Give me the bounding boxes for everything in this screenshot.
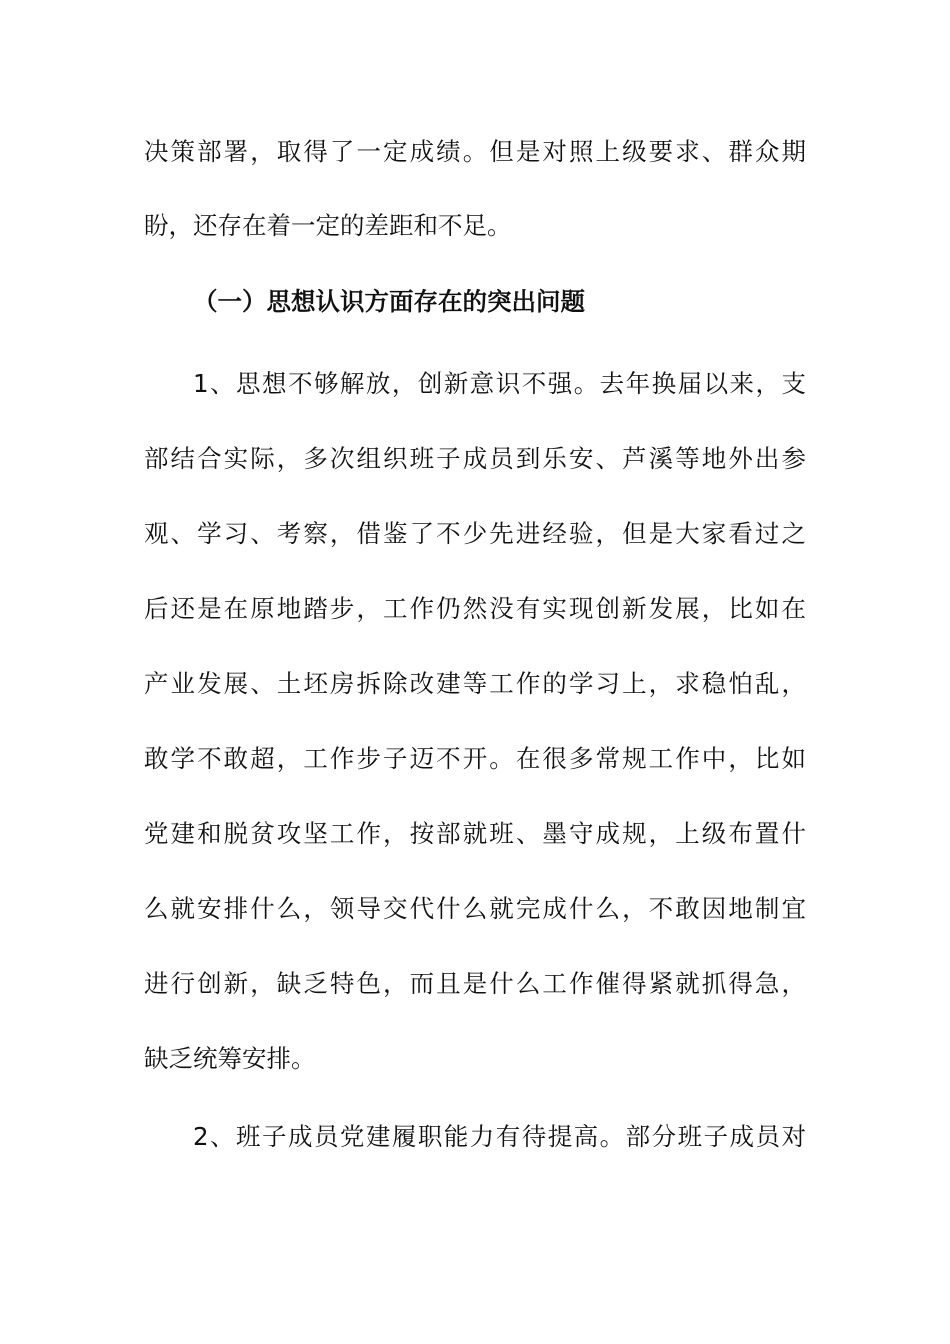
item1-line-9: 进行创新，缺乏特色，而且是什么工作催得紧就抓得急， bbox=[144, 969, 806, 998]
intro-line-2: 盼，还存在着一定的差距和不足。 bbox=[144, 211, 512, 240]
item1-line-10: 缺乏统筹安排。 bbox=[144, 1044, 316, 1073]
item1-line-6: 敢学不敢超，工作步子迈不开。在很多常规工作中，比如 bbox=[144, 744, 806, 773]
section-heading: （一）思想认识方面存在的突出问题 bbox=[193, 287, 585, 316]
item1-line-2: 部结合实际，多次组织班子成员到乐安、芦溪等地外出参 bbox=[144, 444, 806, 473]
item1-line-5: 产业发展、土坯房拆除改建等工作的学习上，求稳怕乱， bbox=[144, 669, 806, 698]
item1-line-1: 1、思想不够解放，创新意识不强。去年换届以来，支 bbox=[193, 369, 806, 398]
item2-line-1: 2、班子成员党建履职能力有待提高。部分班子成员对 bbox=[193, 1122, 806, 1151]
item1-line-3: 观、学习、考察，借鉴了不少先进经验，但是大家看过之 bbox=[144, 519, 806, 548]
item1-line-8: 么就安排什么，领导交代什么就完成什么，不敢因地制宜 bbox=[144, 894, 806, 923]
intro-line-1: 决策部署，取得了一定成绩。但是对照上级要求、群众期 bbox=[144, 137, 806, 166]
item1-line-7: 党建和脱贫攻坚工作，按部就班、墨守成规，上级布置什 bbox=[144, 819, 806, 848]
item1-line-4: 后还是在原地踏步，工作仍然没有实现创新发展，比如在 bbox=[144, 594, 806, 623]
